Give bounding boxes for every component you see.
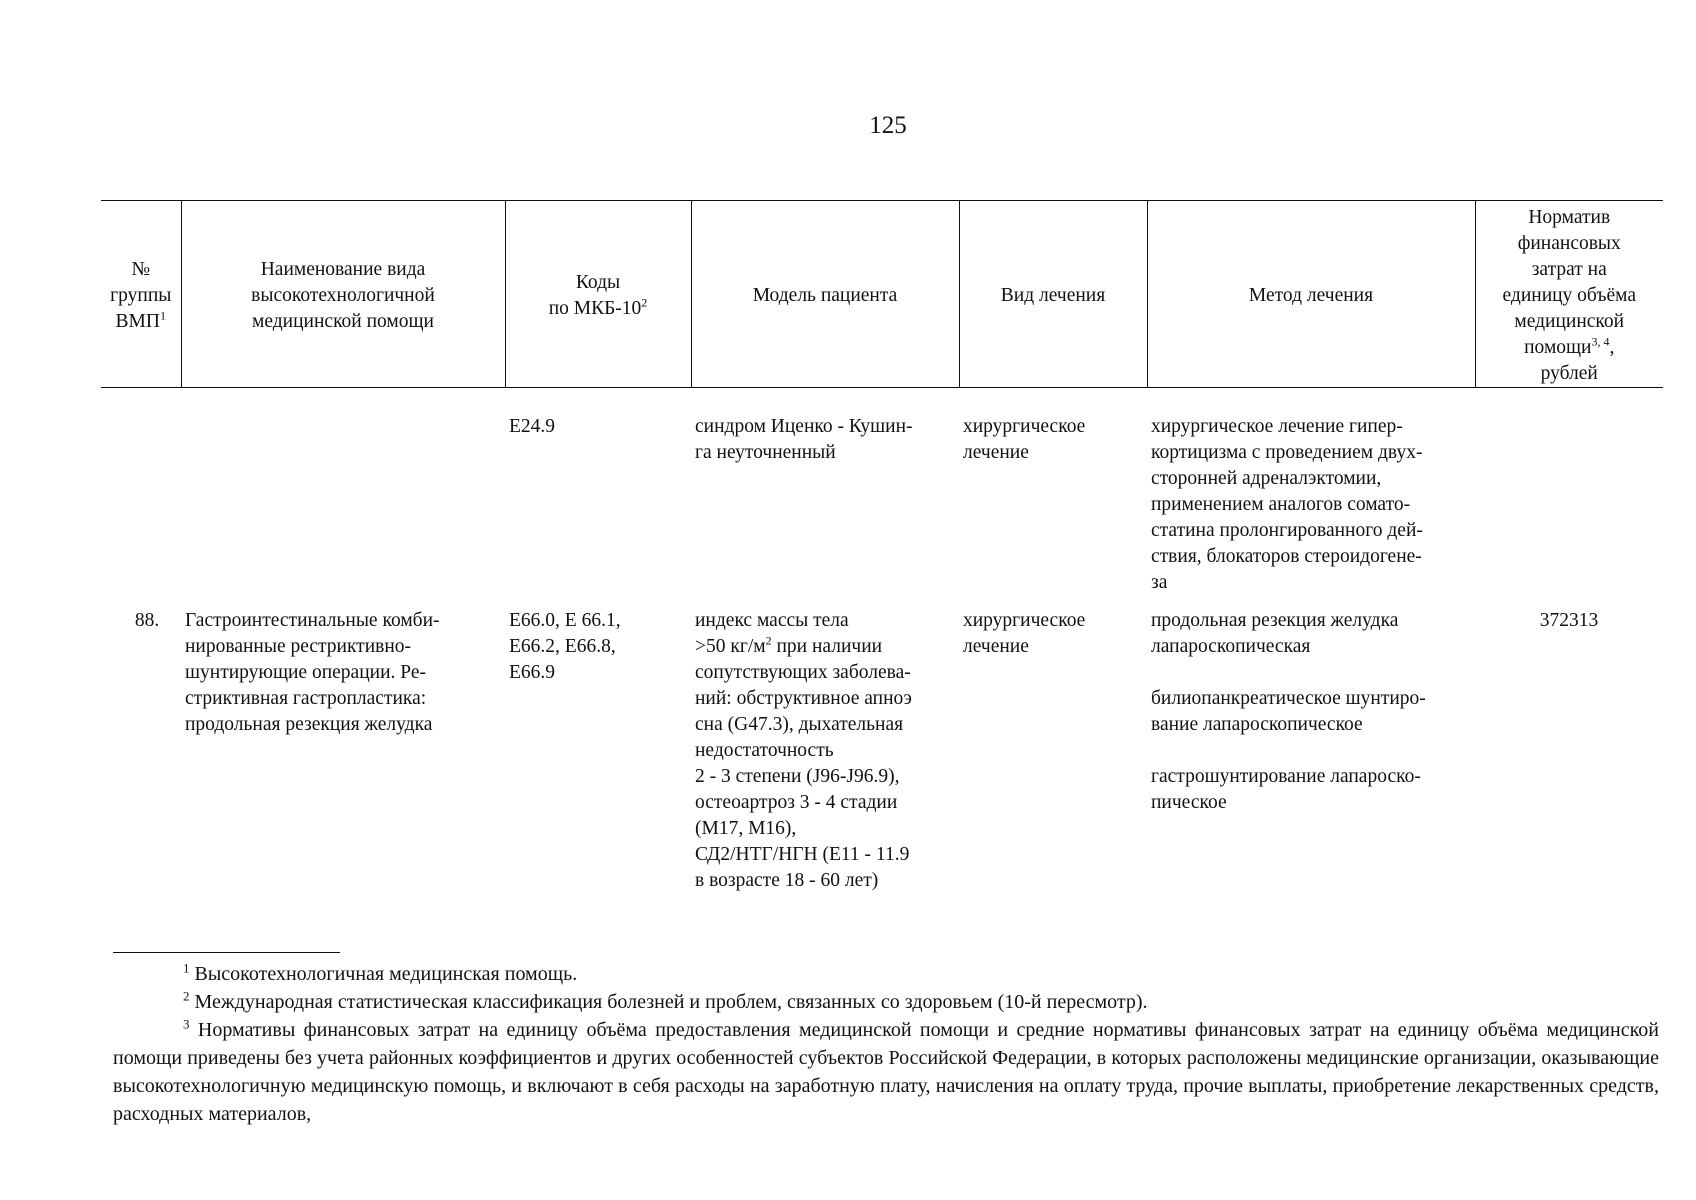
footnote-3-text: Нормативы финансовых затрат на единицу объёма предоставления медицинской помощи и средние нормативы финансовых затрат на единицу объёма медицинской помощи приведены без учета районных коэффициентов и других особенностей субъектов Российской Федерации, в которых расположены медицинские организации, оказывающие высокотехнологичную медицинскую помощь, и включают в себя расходы на заработную плату, начисления на оплату труда, прочие выплаты, приобретение лекарственных средств, расходных материалов, [113, 1019, 1659, 1125]
cell-treatment-method [1147, 388, 1475, 607]
header-group-number-text: № группы ВМП [110, 259, 172, 332]
footnote-1-text: Высокотехнологичная медицинская помощь. [194, 963, 578, 985]
treatment-method-item: билиопанкреатическое шунтиро- вание лапароскопическое [1151, 688, 1426, 735]
header-group-number [101, 201, 181, 388]
footnote-separator [113, 952, 340, 953]
header-treatment-method [1147, 201, 1475, 388]
table-row [101, 606, 1663, 894]
cell-treatment-method [1147, 606, 1475, 894]
cell-treatment-type: хирургическое лечение [963, 610, 1086, 657]
header-icd-codes [505, 201, 691, 388]
footnote-2-text: Международная статистическая классификация болезней и проблем, связанных со здоровьем (10-й пересмотр). [194, 991, 1148, 1013]
header-icd-codes-footnote-ref: 2 [641, 295, 648, 310]
cell-treatment-type: хирургическое лечение [963, 416, 1086, 463]
header-cost-norm [1475, 201, 1663, 388]
footnotes [113, 960, 1659, 1128]
patient-model-superscript: 2 [765, 633, 772, 648]
treatment-method-item: хирургическое лечение гипер- кортицизма с проведением двух- сторонней адреналэктомии, применением аналогов сомато- статина пролонгированного дей- ствия, блокаторов стероидогене- за [1151, 416, 1423, 593]
cell-group-number [101, 388, 181, 607]
header-care-type-name [181, 201, 505, 388]
patient-model-text-part2: при наличии сопутствующих заболева- ний: обструктивное апноэ сна (G47.3), дыхательная недостаточность 2 - 3 степени (J96-J96.9), остеоартроз 3 - 4 стадии (M17, M16), СД2/НТГ/НГН (E11 - 11.9 в возрасте 18 - 60 лет) [695, 636, 912, 891]
header-cost-norm-text: Норматив финансовых затрат на единицу объёма медицинской помощи [1502, 207, 1636, 358]
table-row [101, 388, 1663, 607]
page-number: 125 [869, 112, 907, 139]
cell-icd-codes: E66.0, E 66.1, E66.2, E66.8, E66.9 [509, 610, 621, 683]
cell-cost-norm: 372313 [1539, 610, 1599, 631]
cell-care-type-name [181, 388, 505, 607]
header-cost-norm-footnote-ref: 3, 4 [1591, 334, 1610, 349]
header-patient-model-text: Модель пациента [752, 285, 898, 306]
table-header-row [101, 201, 1663, 388]
footnote-3 [113, 1016, 1659, 1128]
cell-patient-model: синдром Иценко - Кушин- га неуточненный [695, 416, 913, 463]
treatment-method-item: гастрошунтирование лапароско- пическое [1151, 766, 1421, 813]
header-treatment-method-text: Метод лечения [1248, 285, 1374, 306]
footnote-1-marker: 1 [183, 960, 190, 976]
patient-model-text-part1: индекс массы тела >50 кг/м [695, 610, 849, 657]
treatment-method-item: продольная резекция желудка лапароскопическая [1151, 610, 1399, 657]
vmp-table-wrapper [101, 200, 1663, 894]
footnote-2 [113, 988, 1659, 1016]
cell-patient-model [691, 606, 959, 894]
cell-cost-norm [1475, 388, 1663, 607]
header-treatment-type [959, 201, 1147, 388]
header-cost-norm-unit: , рублей [1540, 337, 1615, 384]
cell-icd-codes: E24.9 [509, 416, 556, 437]
footnote-2-marker: 2 [183, 988, 190, 1004]
footnote-3-marker: 3 [183, 1016, 190, 1032]
footnote-1 [113, 960, 1659, 988]
vmp-table [101, 200, 1663, 894]
header-treatment-type-text: Вид лечения [1000, 285, 1106, 306]
cell-care-type-name: Гастроинтестинальные комби- нированные рестриктивно- шунтирующие операции. Ре- стриктивная гастропластика: продольная резекция желудка [185, 610, 440, 735]
header-icd-codes-text: Коды по МКБ-10 [548, 272, 642, 319]
header-care-type-name-text: Наименование вида высокотехнологичной медицинской помощи [251, 259, 435, 332]
header-group-number-footnote-ref: 1 [159, 308, 166, 323]
header-patient-model [691, 201, 959, 388]
cell-group-number: 88. [134, 610, 160, 631]
